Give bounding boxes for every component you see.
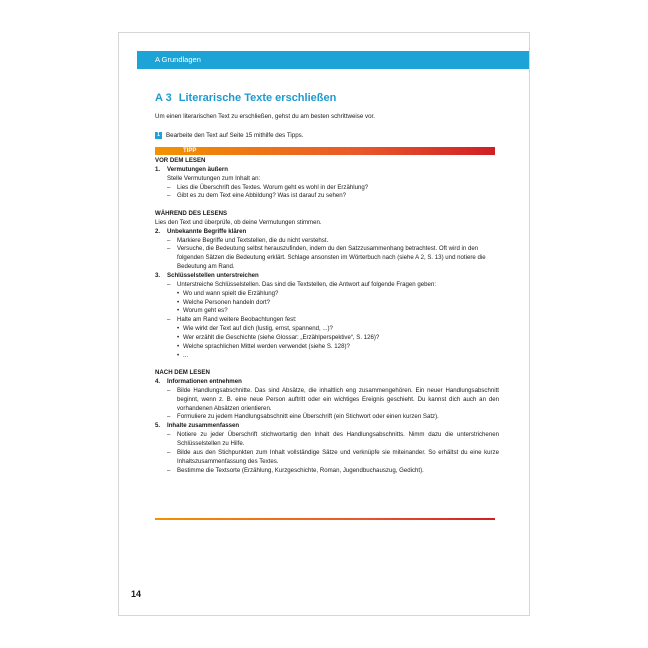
bullet-item: • Welche Personen handeln dort?: [177, 298, 270, 306]
list-item: – Bestimme die Textsorte (Erzählung, Kurzgeschichte, Roman, Jugendbuchauszug, Gedicht).: [167, 466, 424, 474]
list-item: – Formuliere zu jedem Handlungsabschnitt eine Überschrift (ein Stichwort oder einen kurzen Satz).: [167, 413, 439, 421]
step-3: [155, 272, 499, 281]
list-item: – Gibt es zu dem Text eine Abbildung? Was ist darauf zu sehen?: [167, 192, 347, 200]
step-5: [155, 422, 499, 431]
section-heading-before: VOR DEM LESEN: [155, 157, 206, 164]
step-1: [155, 166, 499, 175]
task-text: Bearbeite den Text auf Seite 15 mithilfe des Tipps.: [166, 132, 304, 139]
step-2: [155, 228, 499, 237]
section-heading-during: WÄHREND DES LESENS: [155, 210, 228, 218]
bullet-item: • Worum geht es?: [177, 307, 228, 315]
bullet-item: • ...: [177, 351, 189, 359]
book-page: [118, 32, 530, 616]
tipp-label: TIPP: [183, 148, 197, 154]
list-item: – Notiere zu jeder Überschrift stichwortartig den Inhalt des Handlungsabschnitts. Nimm dazu die unterstrichenen Schlüsselstellen zu Hilfe.: [167, 431, 499, 447]
step-number: 1.: [155, 165, 161, 173]
step-number: 3.: [155, 271, 161, 279]
tipp-banner: [155, 147, 495, 155]
intro-text: Um einen literarischen Text zu erschließen, gehst du am besten schrittweise vor.: [155, 113, 375, 120]
step-title: Vermutungen äußern: [167, 165, 228, 173]
section-heading-after: NACH DEM LESEN: [155, 369, 210, 377]
list-item: – Markiere Begriffe und Textstellen, die du nicht verstehst.: [167, 236, 329, 244]
step-title: Informationen entnehmen: [167, 378, 242, 386]
step-number: 4.: [155, 378, 161, 386]
page-number: 14: [131, 589, 142, 599]
step-title: Unbekannte Begriffe klären: [167, 227, 247, 235]
step-number: 2.: [155, 227, 161, 235]
step-4: [155, 378, 499, 387]
bullet-item: • Welche sprachlichen Mittel werden verwendet (siehe S. 128)?: [177, 342, 350, 350]
list-item: – Lies die Überschrift des Textes. Worum geht es wohl in der Erzählung?: [167, 183, 369, 191]
tipp-content: [155, 157, 499, 475]
section-intro: Lies den Text und überprüfe, ob deine Vermutungen stimmen.: [155, 218, 322, 226]
list-item: – Unterstreiche Schlüsselstellen. Das sind die Textstellen, die Antwort auf folgende Fragen geben:: [167, 280, 437, 288]
step-intro: Stelle Vermutungen zum Inhalt an:: [167, 174, 261, 182]
chapter-heading: Literarische Texte erschließen: [178, 92, 337, 104]
step-number: 5.: [155, 422, 161, 430]
list-item: – Halte am Rand weitere Beobachtungen fest:: [167, 316, 297, 324]
bullet-item: • Wer erzählt die Geschichte (siehe Glossar: „Erzählperspektive“, S. 126)?: [177, 333, 380, 341]
section-header-bar: [137, 51, 530, 69]
chapter-title: [155, 92, 336, 104]
list-item: – Versuche, die Bedeutung selbst herauszufinden, indem du den Satzzusammenhang betrachtest. Oft wird in den folgenden Sätzen die Bedeutung erklärt. Schlage ansonsten im Wörterbuch nach (siehe A 2, S. 13) und notiere die Bedeutung am Rand.: [167, 245, 486, 271]
bullet-item: • Wie wirkt der Text auf dich (lustig, ernst, spannend, ...)?: [177, 325, 333, 333]
chapter-number: A 3: [155, 92, 172, 104]
list-item: – Bilde aus den Stichpunkten zum Inhalt vollständige Sätze und verknüpfe sie miteinander. So erhältst du eine kurze Inhaltszusammenfassung des Textes.: [167, 448, 499, 465]
list-item: – Bilde Handlungsabschnitte. Das sind Absätze, die inhaltlich eng zusammengehören. Ein neuer Handlungsabschnitt beginnt, wenn z. B. eine neue Person auftritt oder ein wichtiges Ereignis geschieht. Du kannst dich auch an den vorhandenen Absätzen orientieren.: [167, 386, 499, 412]
task: [155, 132, 303, 139]
section-label: A Grundlagen: [155, 55, 201, 64]
step-title: Inhalte zusammenfassen: [167, 422, 240, 430]
bullet-item: • Wo und wann spielt die Erzählung?: [177, 289, 279, 297]
tipp-bottom-rule: [155, 518, 495, 520]
step-title: Schlüsselstellen unterstreichen: [167, 271, 259, 279]
task-number-badge: 1: [155, 132, 162, 139]
